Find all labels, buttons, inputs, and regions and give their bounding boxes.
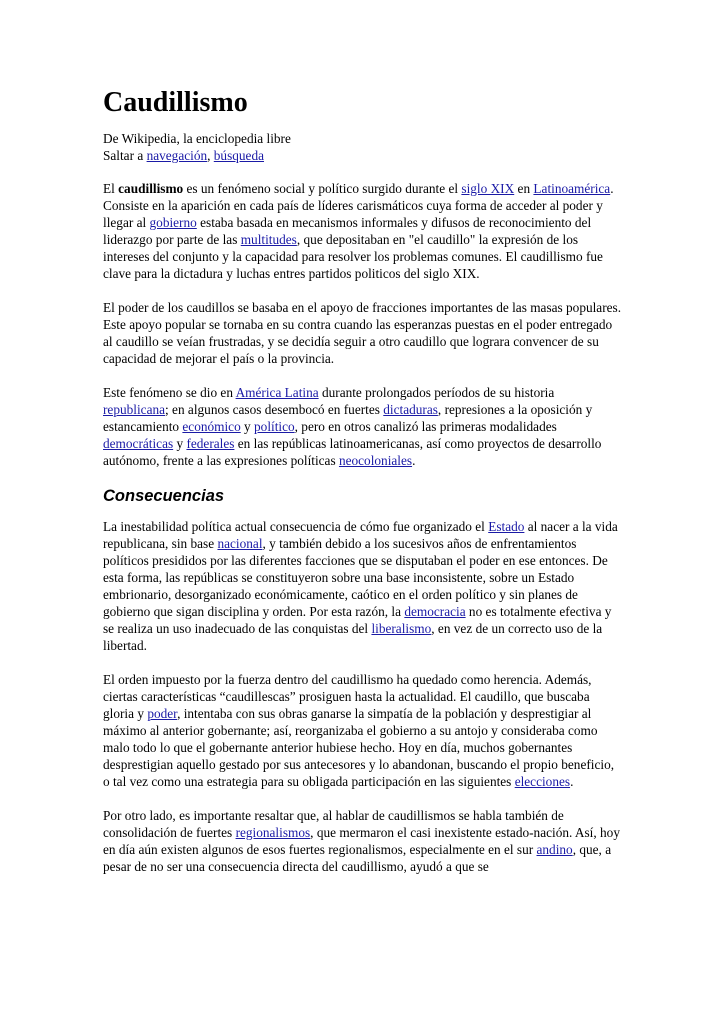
text-run: Este fenómeno se dio en [103, 385, 236, 400]
link-regionalismos[interactable]: regionalismos [235, 825, 311, 840]
text-run: , pero en otros canalizó las primeras modalidades [294, 419, 557, 434]
text-run: El orden impuesto por la fuerza dentro del caudillismo ha quedado como herencia. Además, ciertas características “caudillescas” prosiguen hasta la actualidad. El caudillo, que buscaba gloria y [103, 672, 592, 721]
link-elecciones[interactable]: elecciones [514, 774, 571, 789]
text-run: al nacer a la vida republicana, sin base [103, 519, 618, 551]
link-democraticas[interactable]: democráticas [103, 436, 174, 451]
text-run: . [412, 453, 416, 468]
text-run: , y también debido a los sucesivos años de enfrentamientos políticos presididos por las diferentes facciones que se disputaban el poder en ese entonces. De esta forma, las repúblicas se constituyeron sobre una base inconsistente, sobre un Estado embrionario, desorganizado económicamente, caótico en el orden político y sin planes de gobierno que sigan disciplina y orden. Por esta razón, la [103, 536, 608, 619]
link-nacional[interactable]: nacional [217, 536, 263, 551]
link-america-latina[interactable]: América Latina [235, 385, 319, 400]
link-federales[interactable]: federales [186, 436, 235, 451]
paragraph-poder: El poder de los caudillos se basaba en el apoyo de fracciones importantes de las masas populares. Este apoyo popular se tornaba en su contra cuando las esperanzas puestas en el poder entregado al caudillo se veían frustradas, y se decidía seguir a otro caudillo que lograra convencer de su capacidad de mejorar el país o la provincia. [103, 300, 622, 366]
text-run: estaba basada en mecanismos informales y difusos de reconocimiento del liderazgo por parte de las [103, 215, 592, 247]
link-economico[interactable]: económico [182, 419, 241, 434]
paragraph-fenomeno [103, 384, 623, 469]
jump-links [103, 147, 623, 164]
text-run: El [103, 181, 119, 196]
paragraph-regionalismos [103, 807, 623, 875]
link-siglo-xix[interactable]: siglo XIX [461, 181, 515, 196]
link-neocoloniales[interactable]: neocoloniales [338, 453, 413, 468]
navigation-link[interactable]: navegación [146, 148, 208, 163]
text-run: en [514, 181, 534, 196]
link-republicana[interactable]: republicana [103, 402, 166, 417]
text-run: , intentaba con sus obras ganarse la simpatía de la población y desprestigiar al máximo al anterior gobernante; así, reorganizaba el gobierno a su antojo y consideraba como malo todo lo que el gobernante anterior hubiese hecho. Hoy en día, muchos gobernantes desprestigian aquello gestado por sus antecesores y lo abandonan, buscando el propio beneficio, o tal vez como una estrategia para su obligada participación en las siguientes [103, 706, 615, 789]
jump-prefix: Saltar a [103, 148, 147, 163]
section-heading-consecuencias: Consecuencias [103, 487, 225, 505]
text-run: , en vez de un correcto uso de la libertad. [103, 621, 603, 653]
link-gobierno[interactable]: gobierno [149, 215, 197, 230]
text-run: no es totalmente efectiva y se realiza un uso inadecuado de las conquistas del [103, 604, 612, 636]
text-run: La inestabilidad política actual consecuencia de cómo fue organizado el [103, 519, 489, 534]
text-run: , que mermaron el casi inexistente estado-nación. Así, hoy en día aún existen algunos de esos fuertes regionalismos, especialmente en el sur [103, 825, 620, 857]
article-page [103, 86, 623, 892]
paragraph-inestabilidad [103, 518, 623, 654]
site-subtitle: De Wikipedia, la enciclopedia libre [103, 131, 291, 146]
link-andino[interactable]: andino [536, 842, 573, 857]
link-liberalismo[interactable]: liberalismo [371, 621, 432, 636]
paragraph-orden [103, 671, 623, 790]
text-run: , que, a pesar de no ser una consecuencia directa del caudillismo, ayudó a que se [103, 842, 612, 874]
text-run: durante prolongados períodos de su historia [318, 385, 555, 400]
text-run: . [570, 774, 574, 789]
text-run: es un fenómeno social y político surgido durante el [183, 181, 462, 196]
link-democracia[interactable]: democracia [404, 604, 466, 619]
link-politico[interactable]: político [254, 419, 295, 434]
page-title: Caudillismo [103, 87, 248, 118]
jump-separator: , [207, 148, 214, 163]
link-multitudes[interactable]: multitudes [240, 232, 297, 247]
text-run: y [240, 419, 255, 434]
search-link[interactable]: búsqueda [213, 148, 265, 163]
bold-term: caudillismo [118, 181, 184, 196]
article-meta [103, 130, 623, 164]
link-estado[interactable]: Estado [488, 519, 525, 534]
text-run: . Consiste en la aparición en cada país de líderes carismáticos cuya forma de acceder al poder y llegar al [103, 181, 614, 230]
link-latinoamerica[interactable]: Latinoamérica [533, 181, 611, 196]
text-run: y [173, 436, 187, 451]
text-run: , represiones a la oposición y estancamiento [103, 402, 593, 434]
text-run: Por otro lado, es importante resaltar que, al hablar de caudillismos se habla también de consolidación de fuertes [103, 808, 564, 840]
text-run: en las repúblicas latinoamericanas, así como proyectos de desarrollo autónomo, frente a las expresiones políticas [103, 436, 602, 468]
text-run: ; en algunos casos desembocó en fuertes [165, 402, 384, 417]
intro-paragraph [103, 180, 623, 282]
link-dictaduras[interactable]: dictaduras [383, 402, 438, 417]
text-run: , que depositaban en "el caudillo" la expresión de los intereses del conjunto y la capacidad para resolver los problemas comunes. El caudillismo fue clave para la dictadura y luchas entres partidos politicos del siglo XIX. [103, 232, 603, 281]
link-poder[interactable]: poder [147, 706, 178, 721]
